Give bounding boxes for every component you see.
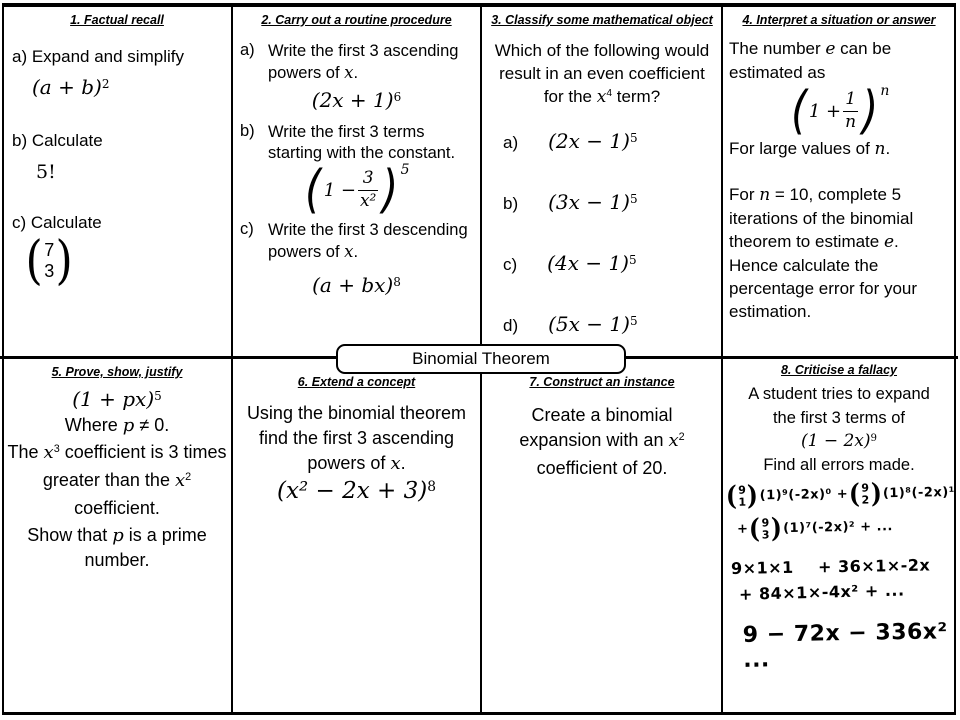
binom-bottom: 3 bbox=[44, 261, 55, 281]
hw-binom-9-3: ( 9 3 ) bbox=[749, 513, 783, 545]
cell-6-header: 6. Extend a concept bbox=[297, 375, 416, 389]
item-c-text: Write the first 3 descending powers of x. bbox=[268, 221, 468, 261]
left-paren: ( bbox=[790, 81, 807, 141]
item-a-math: $(2x + 1)^6$ bbox=[311, 88, 402, 112]
cell-factual-recall bbox=[4, 7, 230, 355]
cell-5-line-2: Where p ≠ 0. bbox=[64, 415, 170, 436]
grid-col-divider-1 bbox=[231, 3, 233, 712]
cell-4-header: 4. Interpret a situation or answer bbox=[742, 13, 936, 27]
cell-8-math: $(1 - 2x)^9$ bbox=[800, 431, 878, 451]
title-box bbox=[336, 344, 626, 374]
right-paren: ) bbox=[382, 160, 399, 220]
binom-top: 7 bbox=[44, 240, 55, 260]
cell-1-item-c-label: c) Calculate bbox=[12, 213, 102, 232]
handwriting-line-1: ( 9 1 ) (1)⁹(-2x)⁰ + ( 9 2 ) (1)⁸(-2x)¹ bbox=[725, 478, 956, 512]
cell-construct-instance bbox=[483, 359, 721, 711]
cell-5-line-3: The $x^3$ coefficient is 3 times greater than the $x^2$ coefficient. bbox=[7, 442, 227, 518]
cell-2-header: 2. Carry out a routine procedure bbox=[261, 13, 452, 27]
cell-3-question: Which of the following would result in an even coefficient for the $x^4$ term? bbox=[494, 41, 710, 107]
option-c bbox=[483, 251, 721, 275]
hw-binom-9-2: ( 9 2 ) bbox=[848, 478, 883, 510]
cell-criticise-fallacy bbox=[723, 359, 955, 711]
right-paren: ) bbox=[862, 81, 879, 141]
cell-classify-object bbox=[483, 7, 721, 355]
option-b bbox=[483, 190, 721, 214]
item-c-math: (a + bx)$^8$ bbox=[312, 273, 401, 297]
grid-bottom-border bbox=[2, 712, 956, 715]
handwriting-line-2: + ( 9 3 ) (1)⁷(-2x)² + ... bbox=[736, 513, 894, 545]
item-b-math: ( 1 − $\frac{3}{\text{x²}}$ ) 5 bbox=[305, 160, 410, 220]
item-b-marker: b) bbox=[240, 122, 255, 140]
cell-2-item-b bbox=[234, 122, 479, 164]
cell-routine-procedure bbox=[234, 7, 479, 355]
option-b-label: b) bbox=[503, 194, 519, 213]
item-c-marker: c) bbox=[240, 220, 254, 238]
cell-5-line-4: Show that p is a prime number. bbox=[27, 525, 207, 570]
right-paren: ) bbox=[55, 231, 74, 291]
left-paren: ( bbox=[25, 231, 43, 291]
cell-1-item-b-math: 5! bbox=[36, 161, 56, 183]
cell-2-item-a bbox=[234, 41, 479, 84]
cell-2-item-c bbox=[234, 220, 479, 263]
cell-8-header: 8. Criticise a fallacy bbox=[780, 363, 898, 377]
item-b-text: Write the first 3 terms starting with the constant. bbox=[268, 123, 456, 162]
cell-4-large-values: For large values of n. bbox=[729, 139, 891, 159]
option-a-label: a) bbox=[503, 133, 519, 152]
hw-binom-9-1: ( 9 1 ) bbox=[725, 480, 760, 512]
cell-5-header: 5. Prove, show, justify bbox=[51, 365, 183, 379]
cell-1-item-a-label: a) Expand and simplify bbox=[12, 47, 184, 66]
option-a-math: $(2x - 1)^5$ bbox=[548, 129, 638, 153]
option-b-math: $(3x - 1)^5$ bbox=[548, 190, 638, 214]
binomial-coefficient-7-3 bbox=[24, 231, 75, 291]
cell-8-line-3: Find all errors made. bbox=[763, 456, 915, 474]
cell-extend-concept bbox=[234, 359, 479, 711]
cell-4-intro: The number e can be estimated as bbox=[729, 39, 892, 82]
item-a-text: Write the first 3 ascending powers of x. bbox=[268, 42, 459, 82]
cell-8-line-1: A student tries to expand bbox=[748, 385, 930, 403]
option-d-label: d) bbox=[503, 316, 519, 335]
cell-1-item-c-math bbox=[24, 231, 230, 291]
cell-1-item-a-math: $(a + b)^2$ bbox=[32, 75, 110, 99]
option-d-math: $(5x - 1)^5$ bbox=[548, 312, 638, 336]
cell-1-header: 1. Factual recall bbox=[70, 13, 164, 27]
cell-4-paragraph: For n = 10, complete 5 iterations of the binomial theorem to estimate e. Hence calculate the percentage error for your estimation. bbox=[729, 185, 918, 321]
cell-8-line-2: the first 3 terms of bbox=[772, 409, 906, 427]
item-a-marker: a) bbox=[240, 41, 255, 59]
cell-7-header: 7. Construct an instance bbox=[529, 375, 675, 389]
cell-prove-show-justify bbox=[4, 359, 230, 711]
handwriting-line-5: 9 − 72x − 336x² ... bbox=[742, 619, 948, 673]
option-a bbox=[483, 129, 721, 153]
left-paren: ( bbox=[305, 160, 322, 220]
cell-1-item-b-label: b) Calculate bbox=[12, 131, 103, 150]
cell-5-math: (1 + px)$^5$ bbox=[72, 387, 162, 411]
cell-7-text: Create a binomial expansion with an $x^2$ coefficient of 20. bbox=[519, 405, 685, 478]
page-title: Binomial Theorem bbox=[412, 349, 550, 368]
cell-6-text: Using the binomial theorem find the first 3 ascending powers of x. bbox=[246, 403, 467, 474]
cell-3-header: 3. Classify some mathematical object bbox=[491, 13, 713, 27]
option-c-label: c) bbox=[503, 255, 518, 274]
option-c-math: $(4x - 1)^5$ bbox=[547, 251, 637, 275]
cell-4-math: ( 1 + $\frac{1}{n}$ ) n bbox=[790, 81, 890, 141]
cell-6-math: $(x^2 - 2x + 3)^8$ bbox=[277, 478, 436, 504]
cell-interpret-situation bbox=[723, 7, 955, 355]
handwriting-line-4: + 84×1×-4x² + ... bbox=[738, 580, 905, 604]
option-d bbox=[483, 312, 721, 336]
handwriting-line-3: 9×1×1 + 36×1×-2x bbox=[730, 555, 931, 578]
